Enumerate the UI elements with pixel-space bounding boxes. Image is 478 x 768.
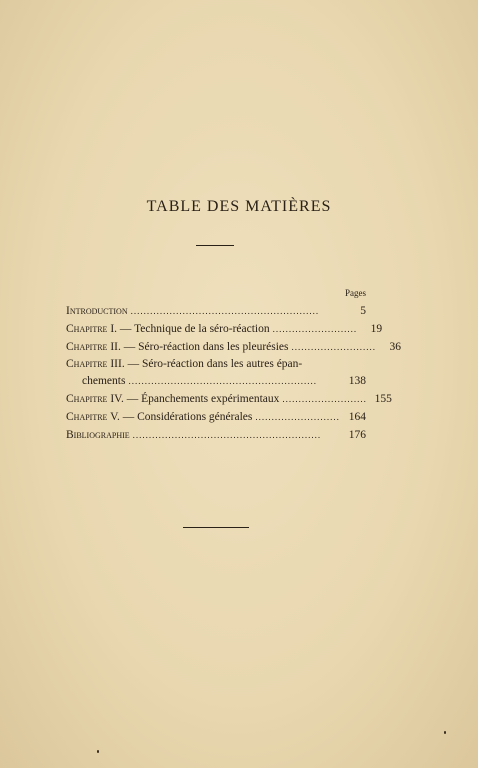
toc-entry-page: 36 xyxy=(389,341,402,353)
toc-entry-page: 5 xyxy=(360,305,366,317)
toc-entry-page: 138 xyxy=(348,375,366,387)
toc-entry-chapter-5 xyxy=(66,408,366,426)
chapter-title: I. — Technique de la séro-réaction xyxy=(107,323,270,335)
chapter-word: Chapitre xyxy=(66,393,108,405)
paper-speck xyxy=(444,731,446,734)
closing-rule xyxy=(183,527,249,528)
chapter-word: Chapitre xyxy=(66,323,108,335)
dot-leader: .......................... xyxy=(272,324,358,334)
dot-leader: .......................... xyxy=(282,394,367,404)
toc-entry-bibliographie xyxy=(66,426,366,444)
chapter-title: IV. — Épanchements expérimentaux xyxy=(107,393,280,405)
toc-entry-introduction xyxy=(66,302,366,320)
toc-entry-label xyxy=(66,320,270,338)
toc-entry-continuation: chements xyxy=(82,375,126,387)
toc-entry-chapter-3 xyxy=(66,356,366,372)
title-rule xyxy=(196,245,234,246)
dot-leader: .......................................................... xyxy=(128,376,317,386)
toc-entry-chapter-4 xyxy=(66,390,392,408)
chapter-title: V. — Considérations générales xyxy=(107,411,253,423)
toc-entry-chapter-3-continuation xyxy=(66,372,366,390)
toc-entry-label xyxy=(66,356,302,372)
chapter-title: III. — Séro-réaction dans les autres épan- xyxy=(107,358,303,370)
toc-entry-chapter-2 xyxy=(66,338,402,356)
dot-leader: .......................... xyxy=(255,412,340,422)
toc-entry-page: 19 xyxy=(370,323,383,335)
chapter-word: Chapitre xyxy=(66,358,108,370)
dot-leader: .......................................................... xyxy=(130,306,320,316)
toc-entry-chapter-1 xyxy=(66,320,383,338)
toc-entry-label xyxy=(66,390,279,408)
page-title: TABLE DES MATIÈRES xyxy=(146,198,332,215)
table-of-contents xyxy=(66,302,402,444)
dot-leader: .......................... xyxy=(291,342,377,352)
toc-entry-label xyxy=(66,338,289,356)
dot-leader: .......................................................... xyxy=(132,430,322,440)
chapter-word: Chapitre xyxy=(66,411,108,423)
pages-column-label: Pages xyxy=(345,288,366,298)
toc-entry-page: 176 xyxy=(348,429,366,441)
toc-entry-label: Bibliographie xyxy=(66,429,130,441)
toc-entry-page: 155 xyxy=(374,393,392,405)
toc-entry-page: 164 xyxy=(348,411,366,423)
toc-entry-label: Introduction xyxy=(66,305,128,317)
chapter-title: II. — Séro-réaction dans les pleurésies xyxy=(107,341,289,353)
toc-entry-label xyxy=(66,408,252,426)
chapter-word: Chapitre xyxy=(66,341,108,353)
paper-speck xyxy=(97,750,99,753)
